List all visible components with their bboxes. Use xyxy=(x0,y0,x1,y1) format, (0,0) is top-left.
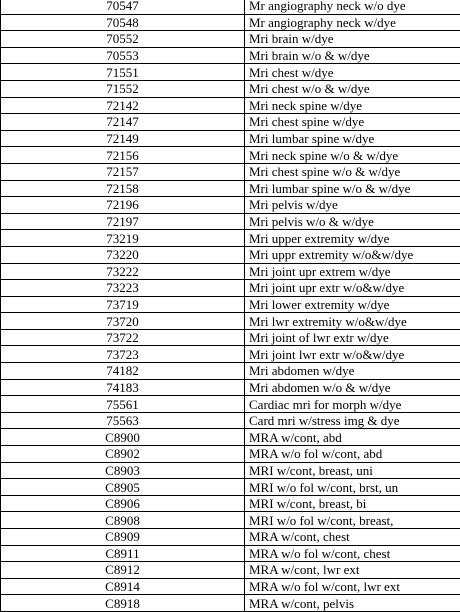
procedure-code-cell: C8902 xyxy=(1,446,245,463)
table-row xyxy=(1,296,460,313)
table-row xyxy=(1,562,460,579)
procedure-code-cell: C8906 xyxy=(1,495,245,512)
procedure-code-cell: C8909 xyxy=(1,529,245,546)
procedure-description-cell: Mri abdomen w/o & w/dye xyxy=(245,379,460,396)
table-row xyxy=(1,197,460,214)
table-row xyxy=(1,180,460,197)
table-row xyxy=(1,329,460,346)
table-row xyxy=(1,213,460,230)
procedure-description-cell: Cardiac mri for morph w/dye xyxy=(245,396,460,413)
table-row xyxy=(1,14,460,31)
procedure-description-cell: Mri uppr extremity w/o&w/dye xyxy=(245,246,460,263)
procedure-code-cell: 71551 xyxy=(1,64,245,81)
table-row xyxy=(1,0,460,14)
procedure-description-cell: Mri upper extremity w/dye xyxy=(245,230,460,247)
procedure-code-cell: 72157 xyxy=(1,163,245,180)
procedure-code-cell: C8912 xyxy=(1,562,245,579)
procedure-description-cell: Mri brain w/dye xyxy=(245,31,460,48)
procedure-code-cell: C8903 xyxy=(1,462,245,479)
table-row xyxy=(1,47,460,64)
table-row xyxy=(1,512,460,529)
table-row xyxy=(1,31,460,48)
table-row xyxy=(1,114,460,131)
procedure-description-cell: Mri chest spine w/dye xyxy=(245,114,460,131)
table-row xyxy=(1,230,460,247)
procedure-code-cell: 73722 xyxy=(1,329,245,346)
procedure-description-cell: Mri brain w/o & w/dye xyxy=(245,47,460,64)
table-row xyxy=(1,595,460,612)
procedure-description-cell: Mri pelvis w/o & w/dye xyxy=(245,213,460,230)
table-row xyxy=(1,545,460,562)
procedure-description-cell: Mr angiography neck w/dye xyxy=(245,14,460,31)
procedure-code-cell: 75561 xyxy=(1,396,245,413)
table-row xyxy=(1,479,460,496)
procedure-description-cell: MRA w/cont, chest xyxy=(245,529,460,546)
procedure-description-cell: Mri joint upr extrem w/dye xyxy=(245,263,460,280)
table-row xyxy=(1,462,460,479)
table-row xyxy=(1,495,460,512)
table-row xyxy=(1,578,460,595)
procedure-code-cell: 72142 xyxy=(1,97,245,114)
procedure-code-cell: 73223 xyxy=(1,280,245,297)
table-row xyxy=(1,529,460,546)
procedure-code-cell: 73723 xyxy=(1,346,245,363)
table-row xyxy=(1,64,460,81)
procedure-code-cell: 73222 xyxy=(1,263,245,280)
procedure-code-cell: C8918 xyxy=(1,595,245,612)
procedure-description-cell: MRA w/cont, pelvis xyxy=(245,595,460,612)
procedure-code-cell: 72149 xyxy=(1,130,245,147)
procedure-code-cell: 74183 xyxy=(1,379,245,396)
procedure-description-cell: Mri chest w/dye xyxy=(245,64,460,81)
procedure-description-cell: Mri neck spine w/o & w/dye xyxy=(245,147,460,164)
procedure-code-cell: 70552 xyxy=(1,31,245,48)
procedure-code-cell: C8900 xyxy=(1,429,245,446)
table-row xyxy=(1,346,460,363)
table-row xyxy=(1,130,460,147)
procedure-code-cell: 73720 xyxy=(1,313,245,330)
procedure-code-cell: 70548 xyxy=(1,14,245,31)
procedure-description-cell: MRA w/o fol w/cont, chest xyxy=(245,545,460,562)
procedure-code-cell: 72147 xyxy=(1,114,245,131)
procedure-code-cell: C8911 xyxy=(1,545,245,562)
procedure-code-cell: 74182 xyxy=(1,363,245,380)
procedure-code-cell: 70547 xyxy=(1,0,245,14)
table-row xyxy=(1,412,460,429)
procedure-description-cell: MRI w/o fol w/cont, breast, xyxy=(245,512,460,529)
procedure-code-cell: 72196 xyxy=(1,197,245,214)
procedure-code-cell: 72156 xyxy=(1,147,245,164)
procedure-description-cell: Mri joint of lwr extr w/dye xyxy=(245,329,460,346)
procedure-code-cell: 72158 xyxy=(1,180,245,197)
procedure-description-cell: Card mri w/stress img & dye xyxy=(245,412,460,429)
table-row xyxy=(1,429,460,446)
procedure-code-cell: 71552 xyxy=(1,80,245,97)
procedure-description-cell: MRI w/o fol w/cont, brst, un xyxy=(245,479,460,496)
procedure-description-cell: Mri joint lwr extr w/o&w/dye xyxy=(245,346,460,363)
table-row xyxy=(1,246,460,263)
procedure-code-cell: C8905 xyxy=(1,479,245,496)
procedure-description-cell: MRA w/o fol w/cont, lwr ext xyxy=(245,578,460,595)
procedure-description-cell: MRA w/cont, lwr ext xyxy=(245,562,460,579)
procedure-code-cell: C8914 xyxy=(1,578,245,595)
procedure-code-cell: C8908 xyxy=(1,512,245,529)
table-row xyxy=(1,97,460,114)
procedure-description-cell: MRI w/cont, breast, uni xyxy=(245,462,460,479)
table-row xyxy=(1,396,460,413)
procedure-description-cell: Mri lower extremity w/dye xyxy=(245,296,460,313)
procedure-description-cell: Mri lumbar spine w/o & w/dye xyxy=(245,180,460,197)
table-row xyxy=(1,379,460,396)
procedure-description-cell: Mr angiography neck w/o dye xyxy=(245,0,460,14)
table-row xyxy=(1,446,460,463)
procedure-code-cell: 73220 xyxy=(1,246,245,263)
procedure-code-table-body xyxy=(1,0,460,611)
procedure-code-cell: 70553 xyxy=(1,47,245,64)
procedure-description-cell: MRI w/cont, breast, bi xyxy=(245,495,460,512)
table-row xyxy=(1,313,460,330)
table-row xyxy=(1,163,460,180)
procedure-description-cell: MRA w/cont, abd xyxy=(245,429,460,446)
procedure-description-cell: Mri pelvis w/dye xyxy=(245,197,460,214)
procedure-description-cell: Mri abdomen w/dye xyxy=(245,363,460,380)
procedure-code-cell: 75563 xyxy=(1,412,245,429)
procedure-code-cell: 72197 xyxy=(1,213,245,230)
procedure-description-cell: MRA w/o fol w/cont, abd xyxy=(245,446,460,463)
table-row xyxy=(1,80,460,97)
procedure-description-cell: Mri chest spine w/o & w/dye xyxy=(245,163,460,180)
table-row xyxy=(1,263,460,280)
procedure-description-cell: Mri neck spine w/dye xyxy=(245,97,460,114)
procedure-code-cell: 73719 xyxy=(1,296,245,313)
procedure-description-cell: Mri chest w/o & w/dye xyxy=(245,80,460,97)
table-row xyxy=(1,147,460,164)
procedure-code-cell: 73219 xyxy=(1,230,245,247)
procedure-description-cell: Mri lumbar spine w/dye xyxy=(245,130,460,147)
table-row xyxy=(1,363,460,380)
procedure-description-cell: Mri joint upr extr w/o&w/dye xyxy=(245,280,460,297)
table-row xyxy=(1,280,460,297)
procedure-description-cell: Mri lwr extremity w/o&w/dye xyxy=(245,313,460,330)
